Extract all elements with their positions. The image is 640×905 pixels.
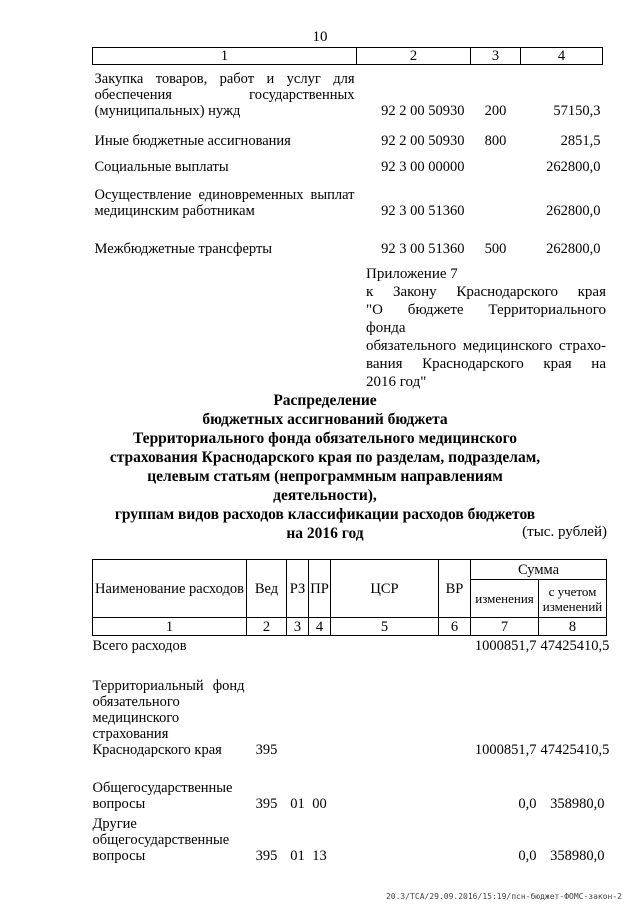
title-line: Территориального фонда обязательного медицинского (132, 430, 518, 447)
appendix-line: к Закону Краснодарского края (366, 284, 606, 300)
row-sum: 262800,0 (546, 158, 601, 175)
document-title (100, 391, 550, 543)
col-header-with-change: с учетом изменений (539, 580, 607, 618)
title-line: группам видов расходов классификации расходов бюджетов (114, 506, 536, 523)
row-csr (331, 758, 439, 812)
row-total: 358980,0 (550, 847, 605, 864)
table-row (93, 175, 603, 219)
row-vr (439, 812, 471, 864)
row-csr (331, 654, 439, 758)
title-line: Распределение (273, 392, 377, 409)
page-number: 10 (312, 29, 328, 45)
table-row (93, 812, 607, 864)
appendix-line: Приложение 7 (366, 266, 458, 282)
row-sum: 262800,0 (546, 240, 601, 257)
title-line: бюджетных ассигнований бюджета (202, 411, 448, 428)
appendix-line: обязательного медицинского страхо- (366, 338, 606, 354)
col-header-pr: ПР (309, 560, 331, 618)
row-vr (471, 175, 521, 219)
row-sum: 57150,3 (553, 102, 601, 119)
col-number: 7 (471, 618, 539, 636)
row-vr (471, 149, 521, 175)
row-change: 0,0 (518, 847, 537, 864)
footer-code: 20.3/ТСА/29.09.2016/15:19/псн-бюджет-ФОМС-закон-2 (385, 892, 622, 901)
table-row (93, 654, 607, 758)
header-cell: 2 (357, 48, 471, 65)
row-code: 92 2 00 50930 (381, 132, 465, 149)
col-header-name: Наименование расходов (93, 560, 247, 618)
main-table (92, 559, 610, 864)
table-row (93, 636, 607, 654)
row-vr: 800 (484, 132, 507, 149)
col-number: 5 (331, 618, 439, 636)
row-total: 358980,0 (550, 795, 605, 812)
row-name: Другие общегосударственные вопросы (92, 815, 230, 864)
row-pr (309, 636, 331, 654)
top-table-header (93, 48, 603, 65)
row-sum: 262800,0 (546, 202, 601, 219)
row-name: Общегосударственные вопросы (92, 779, 233, 812)
row-code: 92 3 00 00000 (381, 158, 465, 175)
row-code: 92 3 00 51360 (381, 240, 465, 257)
row-vr (439, 636, 471, 654)
row-name: Осуществление единовременных выплат медицинским работникам (94, 186, 355, 219)
table-row (93, 149, 603, 175)
row-ved: 395 (255, 847, 278, 864)
title-line: страхования Краснодарского края по разделам, подразделам, (109, 449, 541, 466)
row-vr (439, 758, 471, 812)
table-row (93, 758, 607, 812)
row-name: Социальные выплаты (94, 158, 229, 175)
header-cell: 1 (93, 48, 357, 65)
row-change: 0,0 (518, 795, 537, 812)
row-ved: 395 (255, 795, 278, 812)
appendix-line: "О бюджете Территориального фонда (366, 302, 606, 336)
table-row (93, 119, 603, 149)
title-line: целевым статьям (непрограммным направлениям деятельности), (147, 468, 503, 504)
row-total: 47425410,5 (540, 741, 610, 758)
row-vr: 500 (484, 240, 507, 257)
title-line: на 2016 год (286, 525, 364, 542)
row-pr: 00 (312, 795, 327, 812)
row-name: Иные бюджетные ассигнования (94, 132, 291, 149)
row-rz: 01 (290, 847, 305, 864)
column-numbers-row (93, 618, 607, 636)
col-header-change: изменения (471, 580, 539, 618)
col-number: 6 (439, 618, 471, 636)
row-ved (247, 636, 287, 654)
row-vr (439, 654, 471, 758)
col-number: 3 (287, 618, 309, 636)
table-row (93, 65, 603, 119)
col-number: 1 (93, 618, 247, 636)
col-number: 8 (539, 618, 607, 636)
row-rz: 01 (290, 795, 305, 812)
row-total: 47425410,5 (540, 637, 610, 654)
row-change: 1000851,7 (474, 637, 537, 654)
row-sum: 2851,5 (560, 132, 601, 149)
row-pr (309, 654, 331, 758)
row-name: Закупка товаров, работ и услуг для обеспечения государственных (муниципальных) нужд (94, 70, 355, 119)
row-pr: 13 (312, 847, 327, 864)
row-code: 92 2 00 50930 (381, 102, 465, 119)
col-number: 4 (309, 618, 331, 636)
row-code: 92 3 00 51360 (381, 202, 465, 219)
units-note: (тыс. рублей) (522, 524, 607, 540)
appendix-line: 2016 год" (366, 374, 427, 390)
row-rz (287, 636, 309, 654)
row-name: Территориальный фонд обязательного медицинского страхования Краснодарского края (92, 677, 245, 758)
row-ved: 395 (255, 741, 278, 758)
row-rz (287, 654, 309, 758)
table-row (93, 219, 603, 257)
row-change: 1000851,7 (474, 741, 537, 758)
appendix-line: вания Краснодарского края на (366, 356, 606, 372)
top-table (92, 47, 603, 257)
header-cell: 3 (471, 48, 521, 65)
appendix-block (366, 265, 606, 391)
row-csr (331, 636, 439, 654)
row-csr (331, 812, 439, 864)
row-vr: 200 (484, 102, 507, 119)
col-header-sum: Сумма (471, 560, 607, 580)
col-number: 2 (247, 618, 287, 636)
col-header-csr: ЦСР (331, 560, 439, 618)
row-name: Межбюджетные трансферты (94, 240, 273, 257)
col-header-rz: РЗ (287, 560, 309, 618)
col-header-vr: ВР (439, 560, 471, 618)
header-cell: 4 (521, 48, 603, 65)
row-name: Всего расходов (92, 637, 187, 654)
col-header-ved: Вед (247, 560, 287, 618)
